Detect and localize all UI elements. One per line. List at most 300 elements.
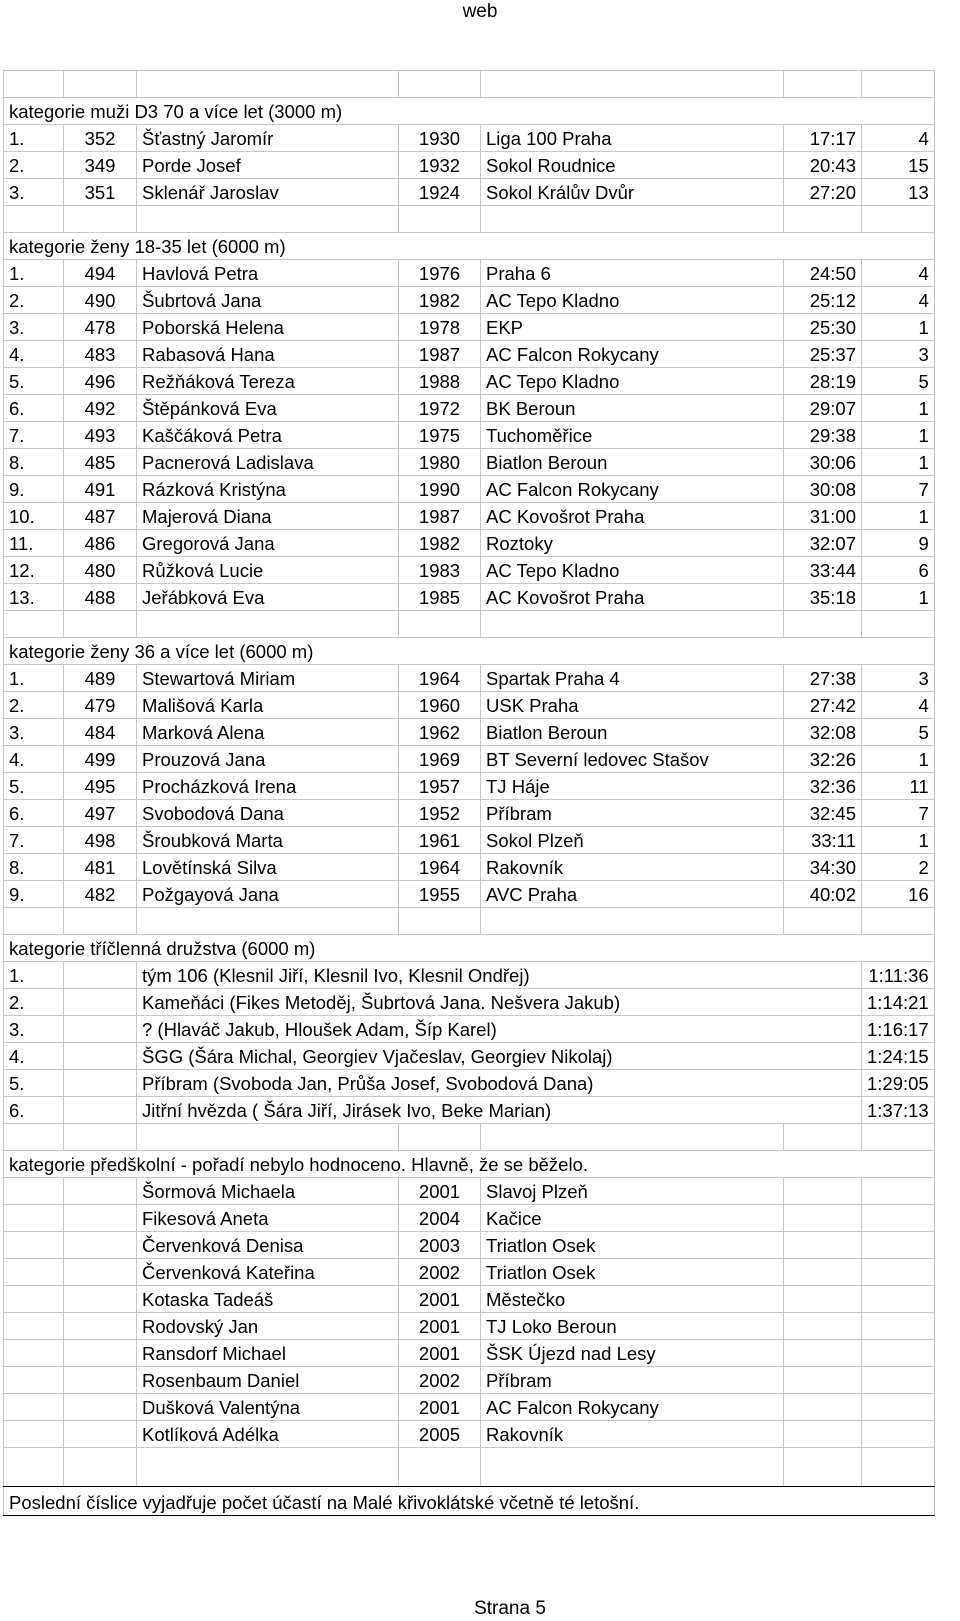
empty-cell [862,1178,935,1205]
club-cell: Biatlon Beroun [481,449,784,476]
result-row [4,692,935,719]
empty-cell [862,908,935,935]
club-cell: AC Kovošrot Praha [481,503,784,530]
participations-cell: 4 [862,287,935,314]
empty-cell [4,1367,64,1394]
time-cell: 32:07 [784,530,862,557]
time-cell: 32:36 [784,773,862,800]
team-cell: Kameňáci (Fikes Metoděj, Šubrtová Jana. Nešvera Jakub) [137,989,862,1016]
empty-cell [64,1043,137,1070]
time-cell: 32:26 [784,746,862,773]
rank-cell: 7. [4,827,64,854]
year-cell: 1932 [399,152,481,179]
result-row [4,395,935,422]
result-row [4,260,935,287]
club-cell: Biatlon Beroun [481,719,784,746]
result-row [4,476,935,503]
participations-cell: 1 [862,584,935,611]
name-cell: Majerová Diana [137,503,399,530]
participations-cell: 5 [862,368,935,395]
section-title-row [4,638,935,665]
club-cell: Liga 100 Praha [481,125,784,152]
year-cell: 1955 [399,881,481,908]
club-cell: Kačice [481,1205,784,1232]
rank-cell: 4. [4,341,64,368]
time-cell: 1:14:21 [862,989,935,1016]
rank-cell: 3. [4,314,64,341]
empty-cell [4,1448,64,1487]
result-row [4,557,935,584]
name-cell: Jeřábková Eva [137,584,399,611]
bib-cell: 490 [64,287,137,314]
name-cell: Růžková Lucie [137,557,399,584]
name-cell: Šťastný Jaromír [137,125,399,152]
club-cell: BK Beroun [481,395,784,422]
footnote: Poslední číslice vyjadřuje počet účastí na Malé křivoklátské včetně té letošní. [4,1487,935,1516]
section-title: kategorie ženy 18-35 let (6000 m) [4,233,935,260]
result-row [4,179,935,206]
rank-cell: 6. [4,800,64,827]
rank-cell: 2. [4,152,64,179]
bib-cell: 480 [64,557,137,584]
page-footer: Strana 5 [474,1598,546,1619]
year-cell: 1985 [399,584,481,611]
empty-cell [137,611,399,638]
empty-cell [64,1313,137,1340]
participations-cell: 16 [862,881,935,908]
club-cell: AC Tepo Kladno [481,368,784,395]
result-row [4,152,935,179]
participations-cell: 4 [862,125,935,152]
year-cell: 1978 [399,314,481,341]
team-row [4,1097,935,1124]
empty-cell [862,1367,935,1394]
result-row [4,584,935,611]
result-row [4,341,935,368]
rank-cell: 5. [4,368,64,395]
rank-cell: 10. [4,503,64,530]
empty-cell [64,1421,137,1448]
team-row [4,989,935,1016]
team-row [4,962,935,989]
bib-cell: 478 [64,314,137,341]
section-title-row [4,98,935,125]
empty-cell [862,206,935,233]
result-row [4,881,935,908]
name-cell: Procházková Irena [137,773,399,800]
time-cell: 34:30 [784,854,862,881]
empty-cell [4,1232,64,1259]
empty-cell [784,1394,862,1421]
participations-cell: 1 [862,827,935,854]
spacer-row [4,611,935,638]
empty-cell [784,206,862,233]
empty-cell [64,1124,137,1151]
preschool-row [4,1205,935,1232]
name-cell: Stewartová Miriam [137,665,399,692]
rank-cell: 9. [4,881,64,908]
name-cell: Gregorová Jana [137,530,399,557]
name-cell: Šubrtová Jana [137,287,399,314]
bib-cell: 495 [64,773,137,800]
team-row [4,1070,935,1097]
empty-cell [4,1340,64,1367]
spacer-row [4,908,935,935]
rank-cell: 9. [4,476,64,503]
bib-cell: 497 [64,800,137,827]
name-cell: Štěpánková Eva [137,395,399,422]
participations-cell: 1 [862,314,935,341]
rank-cell: 1. [4,962,64,989]
year-cell: 1964 [399,665,481,692]
empty-cell [399,908,481,935]
result-row [4,665,935,692]
year-cell: 1987 [399,503,481,530]
club-cell: Rakovník [481,1421,784,1448]
year-cell: 2001 [399,1178,481,1205]
empty-cell [784,1448,862,1487]
bib-cell: 493 [64,422,137,449]
result-row [4,827,935,854]
rank-cell: 3. [4,179,64,206]
club-cell: TJ Loko Beroun [481,1313,784,1340]
time-cell: 1:11:36 [862,962,935,989]
empty-cell [399,206,481,233]
section-title: kategorie ženy 36 a více let (6000 m) [4,638,935,665]
empty-cell [137,206,399,233]
year-cell: 1983 [399,557,481,584]
empty-cell [784,1367,862,1394]
empty-cell [4,71,64,98]
year-cell: 1987 [399,341,481,368]
empty-cell [64,1178,137,1205]
year-cell: 1980 [399,449,481,476]
result-row [4,530,935,557]
rank-cell: 13. [4,584,64,611]
empty-cell [784,1232,862,1259]
participations-cell: 1 [862,503,935,530]
club-cell: AVC Praha [481,881,784,908]
preschool-row [4,1232,935,1259]
rank-cell: 12. [4,557,64,584]
club-cell: Triatlon Osek [481,1232,784,1259]
name-cell: Kotaska Tadeáš [137,1286,399,1313]
empty-cell [64,1205,137,1232]
empty-cell [784,1286,862,1313]
time-cell: 17:17 [784,125,862,152]
year-cell: 1961 [399,827,481,854]
empty-cell [4,908,64,935]
bib-cell: 351 [64,179,137,206]
name-cell: Kaščáková Petra [137,422,399,449]
empty-cell [4,1124,64,1151]
name-cell: Rázková Kristýna [137,476,399,503]
result-row [4,800,935,827]
preschool-row [4,1340,935,1367]
bib-cell: 487 [64,503,137,530]
team-cell: tým 106 (Klesnil Jiří, Klesnil Ivo, Klesnil Ondřej) [137,962,862,989]
name-cell: Rosenbaum Daniel [137,1367,399,1394]
rank-cell: 5. [4,1070,64,1097]
empty-cell [784,908,862,935]
bib-cell: 498 [64,827,137,854]
year-cell: 2002 [399,1367,481,1394]
empty-cell [64,611,137,638]
club-cell: Tuchoměřice [481,422,784,449]
result-row [4,422,935,449]
participations-cell: 11 [862,773,935,800]
result-row [4,314,935,341]
club-cell: AC Kovošrot Praha [481,584,784,611]
year-cell: 2004 [399,1205,481,1232]
empty-cell [64,1448,137,1487]
year-cell: 1976 [399,260,481,287]
year-cell: 1988 [399,368,481,395]
empty-cell [862,1340,935,1367]
preschool-row [4,1394,935,1421]
empty-cell [64,1016,137,1043]
empty-cell [137,908,399,935]
year-cell: 1952 [399,800,481,827]
participations-cell: 5 [862,719,935,746]
empty-cell [4,611,64,638]
empty-cell [862,1124,935,1151]
name-cell: Pacnerová Ladislava [137,449,399,476]
empty-cell [784,611,862,638]
time-cell: 1:37:13 [862,1097,935,1124]
club-cell: TJ Háje [481,773,784,800]
name-cell: Lovětínská Silva [137,854,399,881]
club-cell: Příbram [481,1367,784,1394]
time-cell: 25:12 [784,287,862,314]
year-cell: 2003 [399,1232,481,1259]
participations-cell: 3 [862,341,935,368]
empty-cell [64,1232,137,1259]
time-cell: 35:18 [784,584,862,611]
section-title: kategorie tříčlenná družstva (6000 m) [4,935,935,962]
name-cell: Prouzová Jana [137,746,399,773]
time-cell: 25:30 [784,314,862,341]
time-cell: 31:00 [784,503,862,530]
empty-cell [64,1367,137,1394]
year-cell: 1990 [399,476,481,503]
team-cell: ŠGG (Šára Michal, Georgiev Vjačeslav, Georgiev Nikolaj) [137,1043,862,1070]
club-cell: Příbram [481,800,784,827]
empty-cell [862,1394,935,1421]
name-cell: Havlová Petra [137,260,399,287]
name-cell: Fikesová Aneta [137,1205,399,1232]
empty-cell [862,1421,935,1448]
rank-cell: 1. [4,665,64,692]
result-row [4,746,935,773]
result-row [4,854,935,881]
preschool-row [4,1286,935,1313]
year-cell: 2005 [399,1421,481,1448]
empty-cell [64,989,137,1016]
empty-cell [64,1286,137,1313]
time-cell: 30:06 [784,449,862,476]
preschool-row [4,1367,935,1394]
empty-cell [4,206,64,233]
empty-cell [64,1394,137,1421]
rank-cell: 2. [4,989,64,1016]
note-row [4,1487,935,1516]
club-cell: Rakovník [481,854,784,881]
empty-cell [481,1448,784,1487]
participations-cell: 3 [862,665,935,692]
team-row [4,1016,935,1043]
empty-cell [862,1259,935,1286]
empty-cell [4,1205,64,1232]
name-cell: Poborská Helena [137,314,399,341]
name-cell: Rabasová Hana [137,341,399,368]
participations-cell: 4 [862,260,935,287]
empty-cell [481,908,784,935]
club-cell: AC Falcon Rokycany [481,341,784,368]
time-cell: 1:29:05 [862,1070,935,1097]
result-row [4,125,935,152]
name-cell: Svobodová Dana [137,800,399,827]
name-cell: Ransdorf Michael [137,1340,399,1367]
bib-cell: 352 [64,125,137,152]
participations-cell: 15 [862,152,935,179]
empty-cell [399,71,481,98]
result-row [4,719,935,746]
time-cell: 24:50 [784,260,862,287]
bib-cell: 489 [64,665,137,692]
empty-cell [784,1340,862,1367]
spacer-row [4,206,935,233]
year-cell: 1982 [399,530,481,557]
preschool-row [4,1421,935,1448]
rank-cell: 6. [4,1097,64,1124]
empty-cell [784,1178,862,1205]
empty-cell [784,1124,862,1151]
club-cell: Slavoj Plzeň [481,1178,784,1205]
empty-cell [399,1448,481,1487]
results-sheet [3,70,935,1516]
empty-cell [64,1259,137,1286]
participations-cell: 9 [862,530,935,557]
club-cell: AC Falcon Rokycany [481,1394,784,1421]
empty-cell [862,71,935,98]
result-row [4,368,935,395]
section-title-row [4,1151,935,1178]
empty-cell [64,1097,137,1124]
participations-cell: 1 [862,395,935,422]
result-row [4,503,935,530]
bib-cell: 496 [64,368,137,395]
empty-cell [862,611,935,638]
time-cell: 27:42 [784,692,862,719]
name-cell: Kotlíková Adélka [137,1421,399,1448]
empty-cell [64,1070,137,1097]
empty-cell [862,1232,935,1259]
bib-cell: 482 [64,881,137,908]
participations-cell: 4 [862,692,935,719]
empty-cell [137,71,399,98]
empty-cell [399,611,481,638]
year-cell: 1930 [399,125,481,152]
empty-cell [784,1313,862,1340]
club-cell: Sokol Roudnice [481,152,784,179]
spacer-row [4,71,935,98]
year-cell: 1982 [399,287,481,314]
bib-cell: 494 [64,260,137,287]
time-cell: 40:02 [784,881,862,908]
time-cell: 27:20 [784,179,862,206]
result-row [4,287,935,314]
club-cell: Roztoky [481,530,784,557]
bib-cell: 486 [64,530,137,557]
section-title: kategorie předškolní - pořadí nebylo hodnoceno. Hlavně, že se běželo. [4,1151,935,1178]
club-cell: USK Praha [481,692,784,719]
time-cell: 29:38 [784,422,862,449]
time-cell: 33:44 [784,557,862,584]
name-cell: Porde Josef [137,152,399,179]
bib-cell: 488 [64,584,137,611]
participations-cell: 6 [862,557,935,584]
time-cell: 29:07 [784,395,862,422]
bib-cell: 492 [64,395,137,422]
rank-cell: 4. [4,1043,64,1070]
bib-cell: 491 [64,476,137,503]
name-cell: Červenková Denisa [137,1232,399,1259]
time-cell: 27:38 [784,665,862,692]
club-cell: AC Falcon Rokycany [481,476,784,503]
empty-cell [4,1394,64,1421]
participations-cell: 1 [862,449,935,476]
empty-cell [481,71,784,98]
year-cell: 1972 [399,395,481,422]
name-cell: Dušková Valentýna [137,1394,399,1421]
empty-cell [4,1421,64,1448]
empty-cell [64,908,137,935]
time-cell: 28:19 [784,368,862,395]
participations-cell: 7 [862,476,935,503]
empty-cell [64,962,137,989]
empty-cell [4,1313,64,1340]
year-cell: 1957 [399,773,481,800]
participations-cell: 1 [862,422,935,449]
year-cell: 2001 [399,1286,481,1313]
empty-cell [862,1205,935,1232]
club-cell: Městečko [481,1286,784,1313]
preschool-row [4,1178,935,1205]
rank-cell: 11. [4,530,64,557]
empty-cell [784,1259,862,1286]
spacer-row [4,1448,935,1487]
empty-cell [784,1205,862,1232]
rank-cell: 8. [4,854,64,881]
empty-cell [4,1286,64,1313]
name-cell: Režňáková Tereza [137,368,399,395]
year-cell: 1924 [399,179,481,206]
year-cell: 2002 [399,1259,481,1286]
rank-cell: 1. [4,260,64,287]
name-cell: Šroubková Marta [137,827,399,854]
club-cell: Spartak Praha 4 [481,665,784,692]
club-cell: Triatlon Osek [481,1259,784,1286]
empty-cell [137,1448,399,1487]
rank-cell: 2. [4,287,64,314]
rank-cell: 6. [4,395,64,422]
club-cell: ŠSK Újezd nad Lesy [481,1340,784,1367]
section-title-row [4,935,935,962]
result-row [4,773,935,800]
time-cell: 32:45 [784,800,862,827]
time-cell: 25:37 [784,341,862,368]
